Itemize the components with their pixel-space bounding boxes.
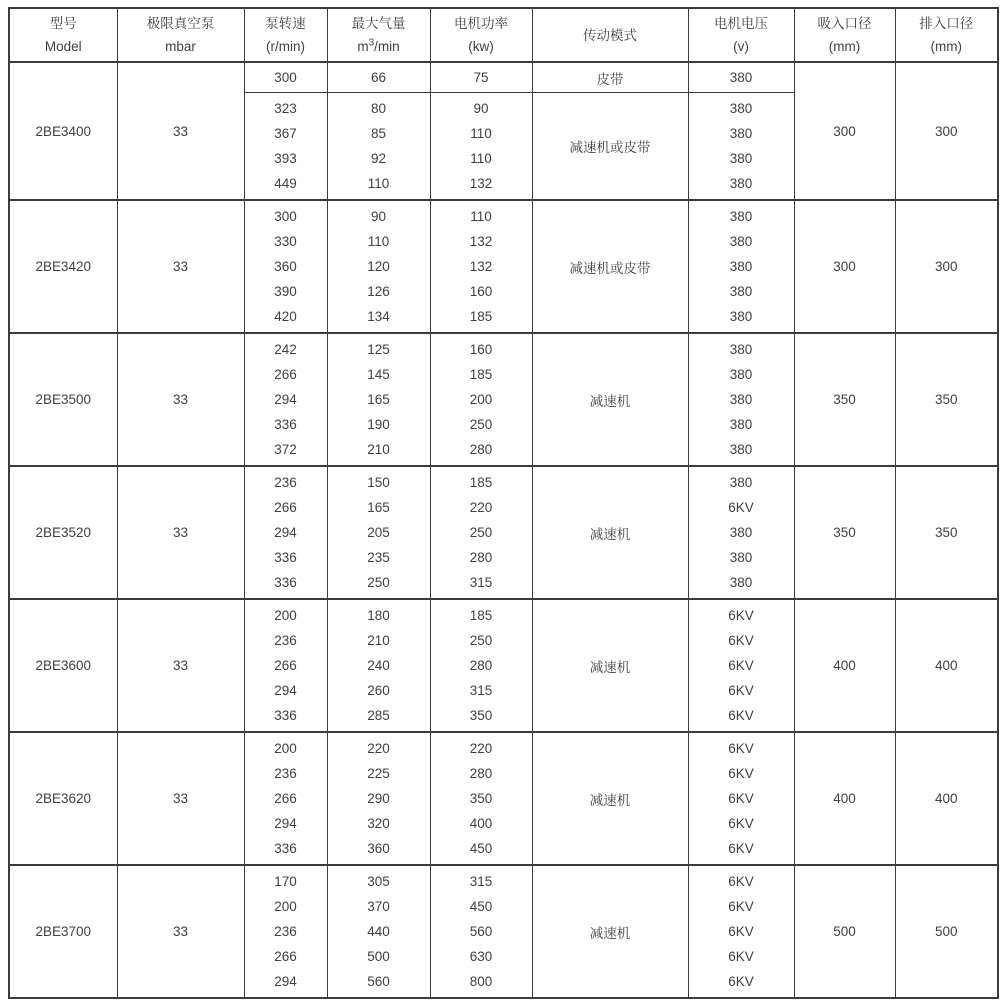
flow-value: 190 — [367, 417, 390, 432]
flow-value: 500 — [367, 949, 390, 964]
flow-cell-lines — [328, 93, 430, 199]
voltage-cell-lines — [689, 733, 794, 864]
power-cell-lines — [431, 93, 532, 199]
voltage-value: 380 — [729, 342, 753, 357]
flow-cell — [327, 466, 430, 599]
power-value: 350 — [469, 708, 493, 723]
power-value: 110 — [470, 209, 492, 224]
voltage-value: 380 — [729, 417, 753, 432]
col-header-voltage — [688, 8, 794, 62]
power-value: 315 — [469, 683, 493, 698]
flow-value: 120 — [367, 259, 390, 274]
speed-cell — [244, 200, 327, 333]
power-value: 220 — [469, 741, 493, 756]
speed-cell — [244, 93, 327, 201]
voltage-value: 6KV — [728, 791, 754, 806]
voltage-value: 6KV — [728, 949, 754, 964]
flow-value: 260 — [367, 683, 390, 698]
drive-mode-cell: 减速机或皮带 — [532, 93, 688, 201]
flow-value: 210 — [367, 633, 390, 648]
power-value: 280 — [469, 658, 493, 673]
power-value: 185 — [469, 367, 493, 382]
flow-value: 285 — [367, 708, 390, 723]
power-value: 350 — [469, 791, 493, 806]
voltage-value: 6KV — [728, 899, 754, 914]
col-header-speed — [244, 8, 327, 62]
speed-value: 336 — [274, 417, 297, 432]
drive-mode-cell: 减速机 — [532, 599, 688, 732]
speed-cell — [244, 732, 327, 865]
power-cell-lines — [431, 334, 532, 465]
flow-cell — [327, 200, 430, 333]
table-row — [9, 865, 998, 998]
speed-value: 200 — [274, 899, 297, 914]
col-header-flow-unit: $m^3/\min$ — [357, 37, 400, 54]
voltage-value: 6KV — [728, 683, 754, 698]
voltage-value: 6KV — [728, 874, 754, 889]
power-value: 250 — [469, 417, 493, 432]
model-cell: 2BE3420 — [9, 200, 117, 333]
col-header-discharge-cn: 排入口径 — [919, 16, 974, 31]
col-header-suction-unit: (mm) — [828, 39, 861, 54]
power-value: 560 — [469, 924, 493, 939]
col-header-power-unit: (kw) — [468, 39, 494, 54]
power-value: 250 — [469, 633, 493, 648]
flow-value: 80 — [370, 101, 387, 116]
speed-value: 236 — [274, 766, 297, 781]
speed-value: 323 — [274, 101, 297, 116]
speed-value: 390 — [274, 284, 297, 299]
speed-cell-lines — [245, 64, 327, 91]
drive-mode-cell: 减速机 — [532, 466, 688, 599]
model-cell: 2BE3400 — [9, 62, 117, 200]
voltage-cell-lines — [689, 334, 794, 465]
flow-cell — [327, 599, 430, 732]
power-value: 800 — [469, 974, 493, 989]
col-header-voltage-unit: (v) — [733, 39, 749, 54]
voltage-value: 380 — [729, 525, 753, 540]
discharge-cell: 400 — [895, 599, 998, 732]
col-header-discharge — [895, 8, 998, 62]
speed-cell — [244, 599, 327, 732]
table-row — [9, 333, 998, 466]
table-header — [9, 8, 998, 62]
flow-value: 210 — [367, 442, 390, 457]
flow-value: 134 — [367, 309, 390, 324]
voltage-cell — [688, 200, 794, 333]
voltage-cell — [688, 62, 794, 93]
power-value: 315 — [469, 874, 493, 889]
flow-value: 125 — [367, 342, 390, 357]
flow-cell-lines — [328, 64, 430, 91]
speed-value: 200 — [274, 608, 297, 623]
speed-value: 336 — [274, 550, 297, 565]
voltage-value: 380 — [729, 126, 753, 141]
col-header-speed-cn: 泵转速 — [265, 16, 306, 31]
voltage-value: 6KV — [728, 816, 754, 831]
power-value: 110 — [470, 126, 492, 141]
speed-value: 266 — [274, 658, 297, 673]
flow-value: 92 — [370, 151, 387, 166]
power-value: 75 — [473, 70, 489, 85]
table-body — [9, 62, 998, 998]
discharge-cell: 500 — [895, 865, 998, 998]
speed-cell-lines — [245, 866, 327, 997]
vacuum-cell: 33 — [117, 200, 244, 333]
flow-value: 66 — [370, 70, 387, 85]
voltage-value: 380 — [729, 367, 753, 382]
voltage-value: 6KV — [728, 974, 754, 989]
flow-value: 180 — [367, 608, 390, 623]
voltage-value: 380 — [729, 209, 753, 224]
speed-value: 242 — [274, 342, 297, 357]
speed-cell-lines — [245, 334, 327, 465]
table-row — [9, 62, 998, 93]
flow-cell-lines — [328, 334, 430, 465]
col-header-model-unit: Model — [44, 39, 82, 54]
voltage-value: 380 — [729, 392, 753, 407]
col-header-vacuum-unit: mbar — [165, 39, 196, 54]
col-header-voltage-cn: 电机电压 — [714, 16, 768, 31]
discharge-cell: 350 — [895, 333, 998, 466]
flow-value: 126 — [367, 284, 390, 299]
speed-value: 294 — [274, 683, 297, 698]
flow-value: 240 — [367, 658, 390, 673]
discharge-cell: 400 — [895, 732, 998, 865]
drive-mode-cell: 减速机 — [532, 865, 688, 998]
speed-cell-lines — [245, 733, 327, 864]
flow-value: 225 — [367, 766, 390, 781]
col-header-model-cn: 型号 — [49, 16, 77, 31]
voltage-value: 380 — [729, 151, 753, 166]
power-value: 132 — [469, 234, 493, 249]
vacuum-cell: 33 — [117, 599, 244, 732]
flow-cell — [327, 333, 430, 466]
flow-value: 165 — [367, 500, 390, 515]
pump-spec-table — [8, 7, 999, 999]
flow-value: 150 — [367, 475, 390, 490]
power-value: 110 — [470, 151, 492, 166]
power-cell — [430, 333, 532, 466]
voltage-cell-lines — [689, 600, 794, 731]
flow-value: 165 — [367, 392, 390, 407]
power-value: 132 — [469, 259, 493, 274]
voltage-value: 380 — [729, 575, 753, 590]
voltage-value: 380 — [729, 259, 753, 274]
vacuum-cell: 33 — [117, 466, 244, 599]
flow-cell-lines — [328, 467, 430, 598]
suction-cell: 350 — [794, 333, 895, 466]
speed-cell-lines — [245, 600, 327, 731]
voltage-cell — [688, 865, 794, 998]
power-value: 450 — [469, 899, 493, 914]
power-cell-lines — [431, 866, 532, 997]
power-value: 132 — [469, 176, 493, 191]
discharge-cell: 300 — [895, 200, 998, 333]
power-value: 400 — [469, 816, 493, 831]
voltage-cell-lines — [689, 866, 794, 997]
speed-cell — [244, 466, 327, 599]
col-header-power — [430, 8, 532, 62]
discharge-cell: 300 — [895, 62, 998, 200]
power-cell — [430, 93, 532, 201]
drive-mode-cell: 减速机 — [532, 732, 688, 865]
voltage-value: 380 — [729, 442, 753, 457]
flow-value: 110 — [367, 176, 390, 191]
flow-value: 440 — [367, 924, 390, 939]
flow-value: 370 — [367, 899, 390, 914]
speed-value: 300 — [274, 70, 297, 85]
suction-cell: 400 — [794, 599, 895, 732]
flow-cell-lines — [328, 201, 430, 332]
flow-cell-lines — [328, 733, 430, 864]
flow-value: 220 — [367, 741, 390, 756]
speed-value: 170 — [274, 874, 297, 889]
speed-value: 360 — [274, 259, 297, 274]
flow-value: 320 — [367, 816, 390, 831]
speed-cell — [244, 333, 327, 466]
voltage-value: 380 — [729, 234, 753, 249]
speed-cell-lines — [245, 93, 327, 199]
col-header-vacuum — [117, 8, 244, 62]
flow-value: 145 — [367, 367, 390, 382]
col-header-flow — [327, 8, 430, 62]
power-cell — [430, 865, 532, 998]
voltage-value: 380 — [729, 309, 753, 324]
voltage-value: 6KV — [728, 500, 754, 515]
flow-value: 250 — [367, 575, 390, 590]
col-header-suction-cn: 吸入口径 — [817, 16, 872, 31]
flow-value: 90 — [370, 209, 387, 224]
col-header-speed-unit: (r/min) — [266, 39, 305, 54]
flow-value: 85 — [370, 126, 387, 141]
speed-value: 294 — [274, 392, 297, 407]
speed-value: 236 — [274, 633, 297, 648]
speed-value: 266 — [274, 949, 297, 964]
speed-value: 200 — [274, 741, 297, 756]
speed-value: 393 — [274, 151, 297, 166]
power-value: 185 — [469, 608, 493, 623]
model-cell: 2BE3520 — [9, 466, 117, 599]
power-value: 250 — [469, 525, 493, 540]
flow-cell — [327, 865, 430, 998]
speed-value: 266 — [274, 791, 297, 806]
power-cell — [430, 599, 532, 732]
power-value: 315 — [469, 575, 493, 590]
model-cell: 2BE3620 — [9, 732, 117, 865]
power-cell-lines — [431, 64, 532, 91]
voltage-value: 380 — [729, 176, 753, 191]
voltage-value: 6KV — [728, 924, 754, 939]
speed-value: 300 — [274, 209, 297, 224]
speed-value: 294 — [274, 974, 297, 989]
power-value: 160 — [469, 342, 493, 357]
speed-cell-lines — [245, 467, 327, 598]
flow-cell-lines — [328, 866, 430, 997]
voltage-cell — [688, 333, 794, 466]
voltage-cell-lines — [689, 201, 794, 332]
flow-value: 290 — [367, 791, 390, 806]
voltage-cell-lines — [689, 64, 794, 91]
voltage-value: 6KV — [728, 708, 754, 723]
table-row — [9, 200, 998, 333]
voltage-cell — [688, 93, 794, 201]
voltage-value: 380 — [729, 284, 753, 299]
vacuum-cell: 33 — [117, 333, 244, 466]
power-cell-lines — [431, 733, 532, 864]
voltage-value: 6KV — [728, 658, 754, 673]
model-cell: 2BE3500 — [9, 333, 117, 466]
model-cell: 2BE3700 — [9, 865, 117, 998]
speed-cell-lines — [245, 201, 327, 332]
speed-value: 236 — [274, 475, 297, 490]
speed-value: 420 — [274, 309, 297, 324]
power-value: 185 — [469, 309, 493, 324]
speed-cell — [244, 62, 327, 93]
speed-value: 336 — [274, 708, 297, 723]
speed-value: 294 — [274, 525, 297, 540]
vacuum-cell: 33 — [117, 732, 244, 865]
power-value: 280 — [469, 766, 493, 781]
power-cell — [430, 466, 532, 599]
drive-mode-cell: 减速机或皮带 — [532, 200, 688, 333]
power-value: 280 — [469, 442, 493, 457]
speed-value: 372 — [274, 442, 297, 457]
flow-value: 305 — [367, 874, 390, 889]
col-header-discharge-unit: (mm) — [930, 39, 962, 54]
flow-value: 205 — [367, 525, 390, 540]
speed-value: 336 — [274, 841, 297, 856]
power-value: 185 — [469, 475, 493, 490]
power-value: 630 — [469, 949, 493, 964]
power-value: 160 — [469, 284, 493, 299]
power-value: 220 — [469, 500, 493, 515]
power-cell-lines — [431, 467, 532, 598]
speed-value: 266 — [274, 500, 297, 515]
vacuum-cell: 33 — [117, 865, 244, 998]
suction-cell: 400 — [794, 732, 895, 865]
voltage-value: 380 — [729, 101, 753, 116]
flow-cell — [327, 62, 430, 93]
suction-cell: 300 — [794, 200, 895, 333]
table-row — [9, 732, 998, 865]
power-cell-lines — [431, 600, 532, 731]
flow-value: 560 — [367, 974, 390, 989]
voltage-value: 6KV — [728, 766, 754, 781]
power-cell — [430, 732, 532, 865]
speed-value: 336 — [274, 575, 297, 590]
model-cell: 2BE3600 — [9, 599, 117, 732]
flow-value: 110 — [367, 234, 390, 249]
drive-mode-cell: 皮带 — [532, 62, 688, 93]
voltage-cell — [688, 732, 794, 865]
speed-value: 236 — [274, 924, 297, 939]
speed-cell — [244, 865, 327, 998]
table-row — [9, 466, 998, 599]
voltage-value: 380 — [729, 70, 753, 85]
speed-value: 330 — [274, 234, 297, 249]
flow-cell-lines — [328, 600, 430, 731]
power-value: 450 — [469, 841, 493, 856]
col-header-drive — [532, 8, 688, 62]
power-value: 280 — [469, 550, 493, 565]
drive-mode-cell: 减速机 — [532, 333, 688, 466]
power-cell — [430, 62, 532, 93]
suction-cell: 300 — [794, 62, 895, 200]
col-header-vacuum-cn: 极限真空泵 — [146, 16, 215, 31]
voltage-cell-lines — [689, 467, 794, 598]
col-header-power-cn: 电机功率 — [454, 16, 508, 31]
col-header-flow-cn: 最大气量 — [351, 16, 406, 31]
power-value: 90 — [473, 101, 489, 116]
voltage-cell — [688, 599, 794, 732]
power-cell — [430, 200, 532, 333]
power-value: 200 — [469, 392, 493, 407]
speed-value: 294 — [274, 816, 297, 831]
flow-cell — [327, 93, 430, 201]
flow-cell — [327, 732, 430, 865]
speed-value: 266 — [274, 367, 297, 382]
speed-value: 367 — [274, 126, 297, 141]
col-header-drive-cn: 传动模式 — [583, 27, 637, 43]
speed-value: 449 — [274, 176, 297, 191]
flow-value: 360 — [367, 841, 390, 856]
suction-cell: 350 — [794, 466, 895, 599]
col-header-suction — [794, 8, 895, 62]
voltage-cell — [688, 466, 794, 599]
voltage-value: 380 — [729, 550, 753, 565]
voltage-value: 6KV — [728, 608, 754, 623]
voltage-value: 380 — [729, 475, 753, 490]
suction-cell: 500 — [794, 865, 895, 998]
voltage-value: 6KV — [728, 841, 754, 856]
discharge-cell: 350 — [895, 466, 998, 599]
voltage-value: 6KV — [728, 633, 754, 648]
flow-value: 235 — [367, 550, 390, 565]
voltage-value: 6KV — [728, 741, 754, 756]
table-row — [9, 599, 998, 732]
power-cell-lines — [431, 201, 532, 332]
col-header-model — [9, 8, 117, 62]
voltage-cell-lines — [689, 93, 794, 199]
vacuum-cell: 33 — [117, 62, 244, 200]
